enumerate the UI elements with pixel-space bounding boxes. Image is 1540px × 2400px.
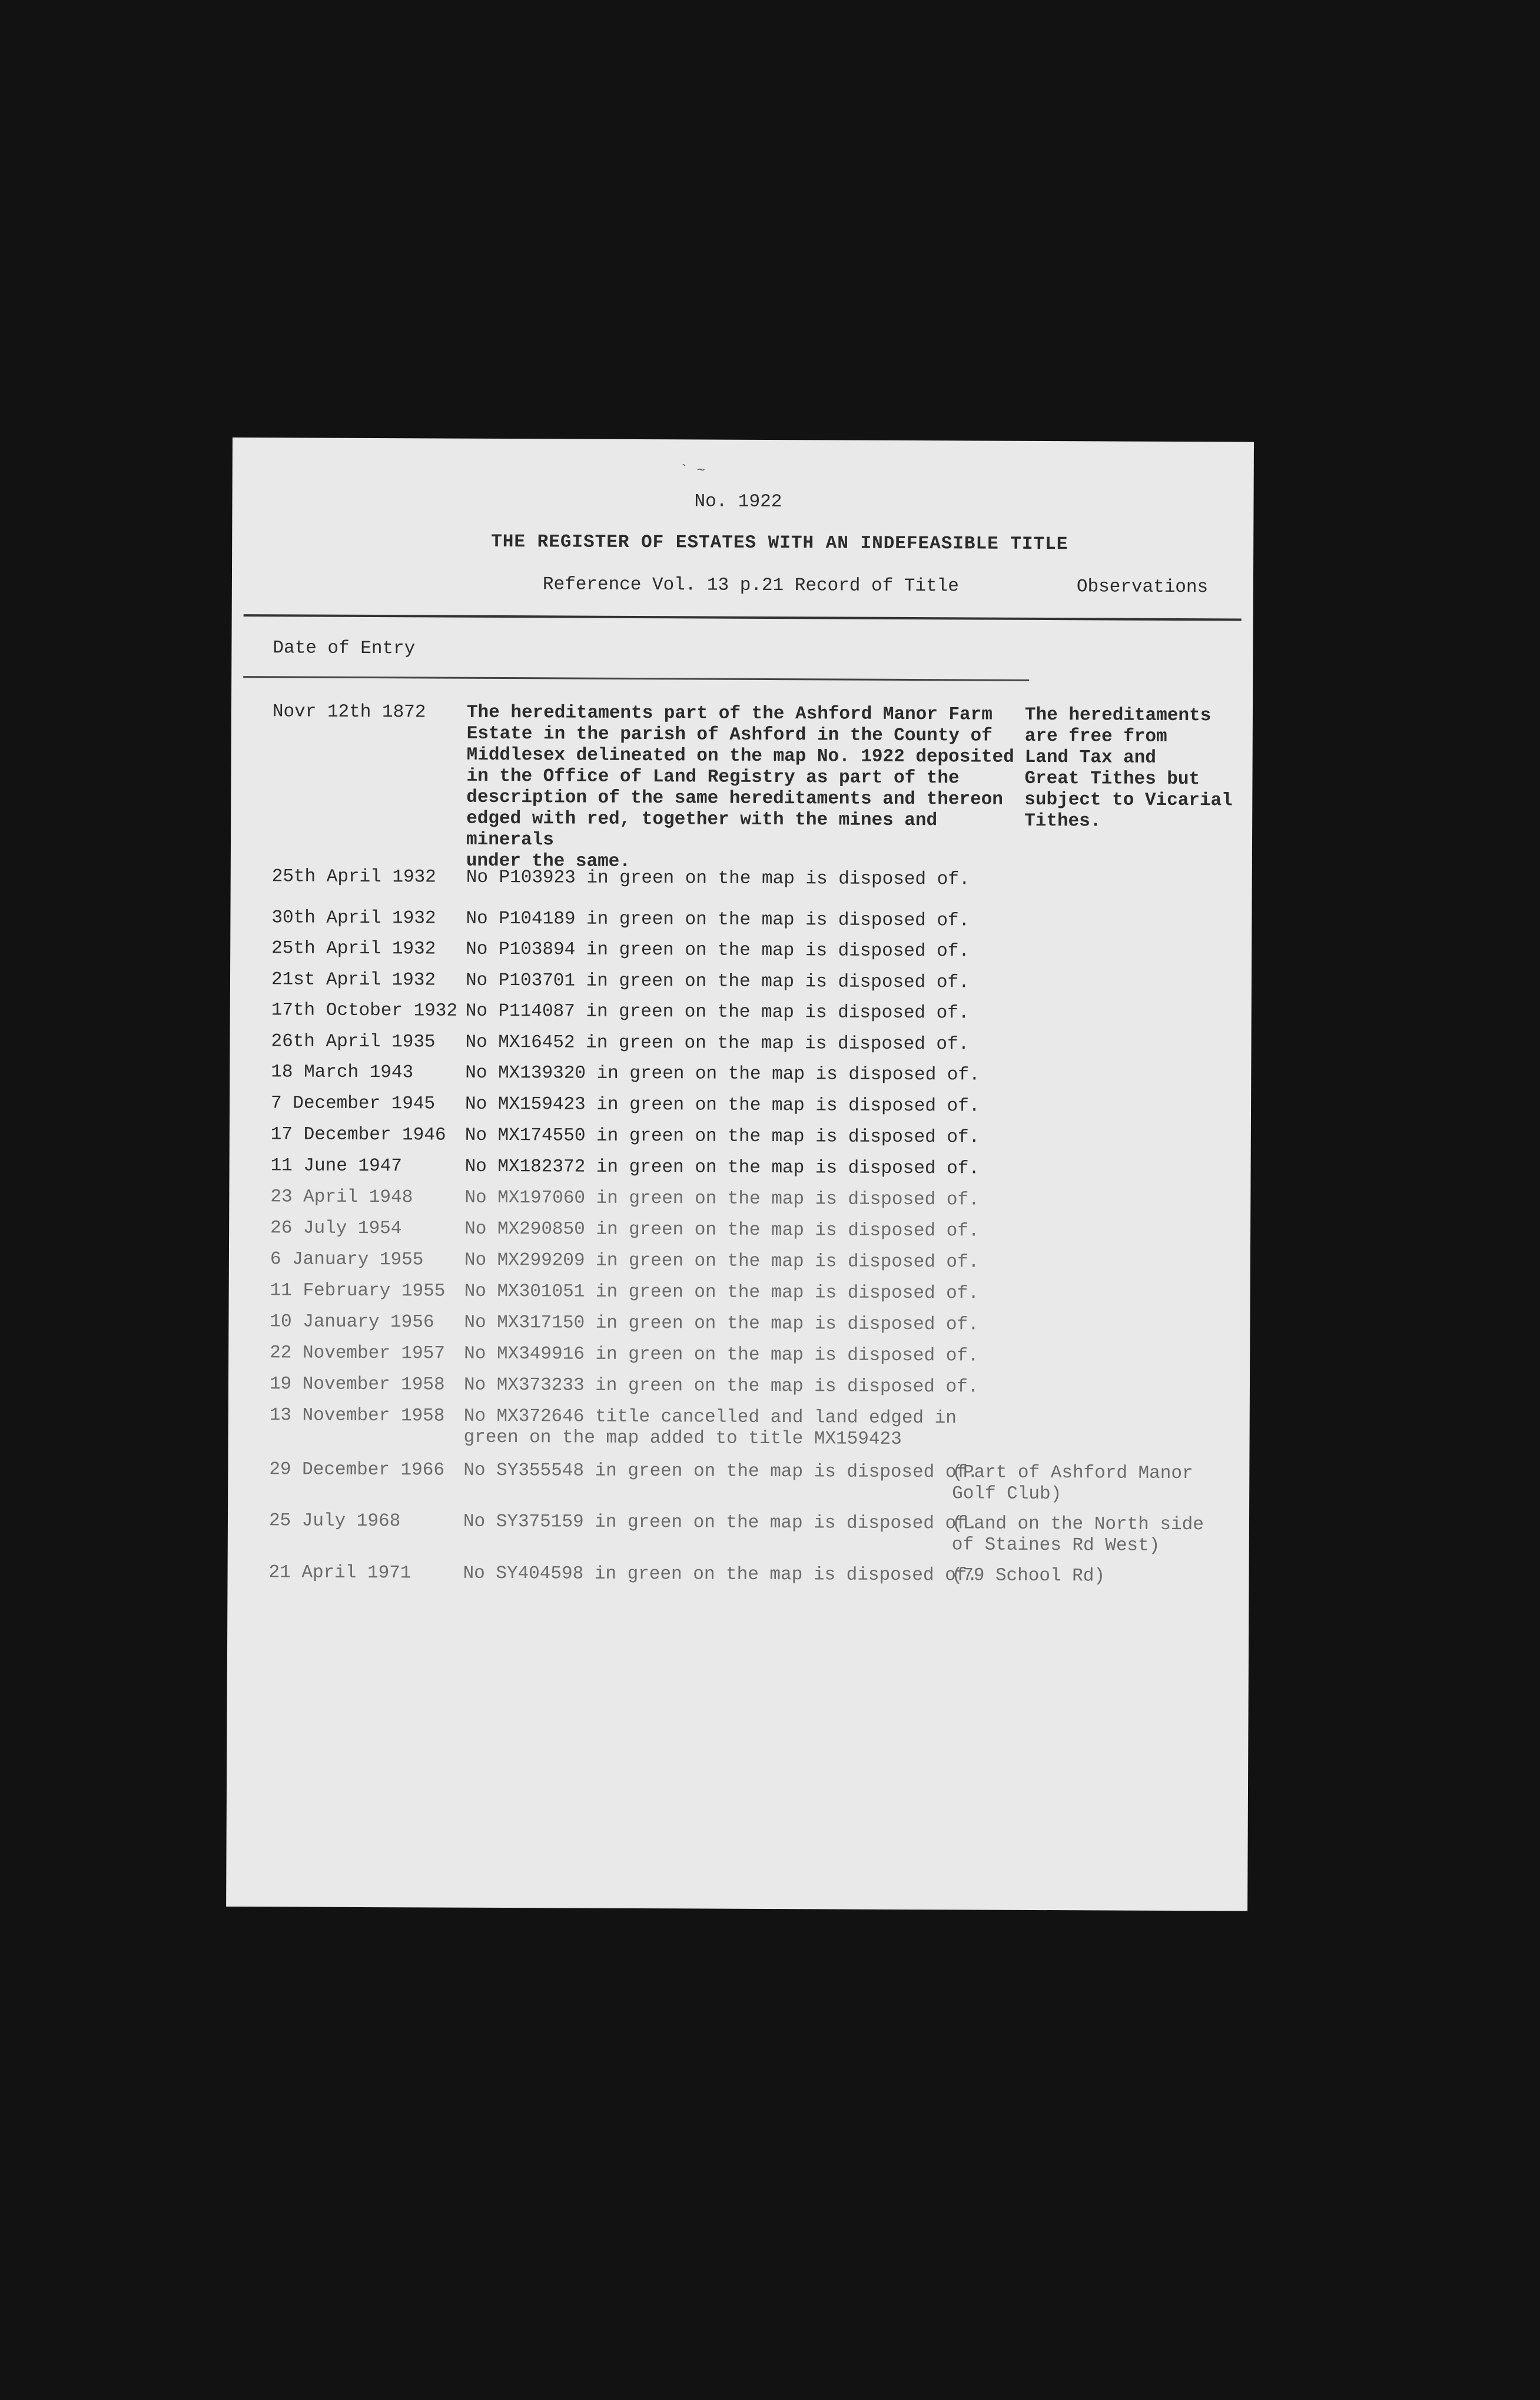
register-title: THE REGISTER OF ESTATES WITH AN INDEFEASIBLE TITLE xyxy=(491,531,1068,555)
entry-date: 23 April 1948 xyxy=(270,1186,413,1208)
entry-date: Novr 12th 1872 xyxy=(272,701,426,723)
entry-date: 11 June 1947 xyxy=(270,1155,402,1177)
entry-date: 21st April 1932 xyxy=(271,969,436,991)
entry-date: 13 November 1958 xyxy=(269,1405,445,1427)
entry-text: No MX182372 in green on the map is disposed of. xyxy=(464,1156,980,1179)
date-of-entry-header: Date of Entry xyxy=(273,638,416,659)
ink-mark: ` ~ xyxy=(679,463,706,479)
entry-date: 6 January 1955 xyxy=(270,1249,424,1271)
entry-date: 25th April 1932 xyxy=(271,938,436,960)
entry-date: 17 December 1946 xyxy=(270,1124,446,1146)
entry-text: No P114087 in green on the map is disposed of. xyxy=(465,1000,970,1024)
entry-date: 26 July 1954 xyxy=(270,1218,402,1239)
entry-text: No SY375159 in green on the map is disposed of. xyxy=(463,1511,978,1534)
entry-text: No SY355548 in green on the map is disposed of. xyxy=(463,1460,978,1483)
entry-text: No MX16452 in green on the map is disposed of. xyxy=(465,1032,970,1055)
reference-line: Reference Vol. 13 p.21 Record of Title xyxy=(542,574,959,597)
observations-header: Observations xyxy=(1076,576,1209,598)
entry-date: 25th April 1932 xyxy=(271,866,436,888)
entry-date: 30th April 1932 xyxy=(271,907,436,929)
entry-date: 22 November 1957 xyxy=(270,1342,445,1364)
entry-text: No MX197060 in green on the map is disposed of. xyxy=(464,1187,980,1211)
entry-date: 18 March 1943 xyxy=(271,1062,414,1083)
entry-date: 21 April 1971 xyxy=(268,1562,411,1584)
entry-text: No SY404598 in green on the map is disposed of. xyxy=(463,1563,978,1586)
entry-date: 11 February 1955 xyxy=(270,1280,446,1302)
entry-text: No MX372646 title cancelled and land edged in green on the map added to title MX159423 xyxy=(463,1405,957,1450)
entry-observation: The hereditaments are free from Land Tax and Great Tithes but subject to Vicarial Tithes. xyxy=(1024,704,1233,832)
column-rule xyxy=(243,676,1029,681)
entry-text: No MX159423 in green on the map is disposed of. xyxy=(464,1093,980,1117)
entry-text: The hereditaments part of the Ashford Manor Farm Estate in the parish of Ashford in the County of Middlesex delineated on the map No. 1922 deposited in the Office of Land Registry as part of the description of the same hereditaments and thereon edged with red, together with the mines and minerals under the same. xyxy=(466,702,1014,872)
entry-observation: (Part of Ashford Manor Golf Club) xyxy=(952,1462,1193,1505)
entry-text: No MX349916 in green on the map is disposed of. xyxy=(464,1343,979,1367)
register-number: No. 1922 xyxy=(694,491,782,513)
entry-text: No MX174550 in green on the map is disposed of. xyxy=(464,1125,980,1148)
entry-date: 10 January 1956 xyxy=(270,1311,434,1333)
entry-date: 7 December 1945 xyxy=(270,1093,436,1115)
entry-text: No P103923 in green on the map is disposed of. xyxy=(466,867,970,890)
entry-observation: (Land on the North side of Staines Rd West) xyxy=(951,1513,1204,1556)
entry-text: No P103894 in green on the map is disposed of. xyxy=(466,939,970,962)
entry-date: 25 July 1968 xyxy=(268,1510,401,1532)
header-rule xyxy=(244,614,1242,621)
entry-observation: (79 School Rd) xyxy=(951,1565,1106,1587)
entry-text: No P103701 in green on the map is disposed of. xyxy=(465,970,970,993)
entry-text: No MX299209 in green on the map is disposed of. xyxy=(464,1249,980,1273)
entry-date: 17th October 1932 xyxy=(271,1000,458,1022)
entry-text: No P104189 in green on the map is disposed of. xyxy=(466,908,970,932)
entry-text: No MX139320 in green on the map is disposed of. xyxy=(465,1062,980,1086)
entry-text: No MX317150 in green on the map is disposed of. xyxy=(464,1312,979,1335)
entry-text: No MX373233 in green on the map is disposed of. xyxy=(463,1374,979,1398)
entry-text: No MX290850 in green on the map is disposed of. xyxy=(464,1218,980,1242)
register-page xyxy=(226,437,1254,1911)
entry-text: No MX301051 in green on the map is disposed of. xyxy=(464,1281,980,1304)
entry-date: 19 November 1958 xyxy=(269,1374,445,1395)
entry-date: 26th April 1935 xyxy=(271,1031,436,1053)
entry-date: 29 December 1966 xyxy=(269,1459,445,1481)
